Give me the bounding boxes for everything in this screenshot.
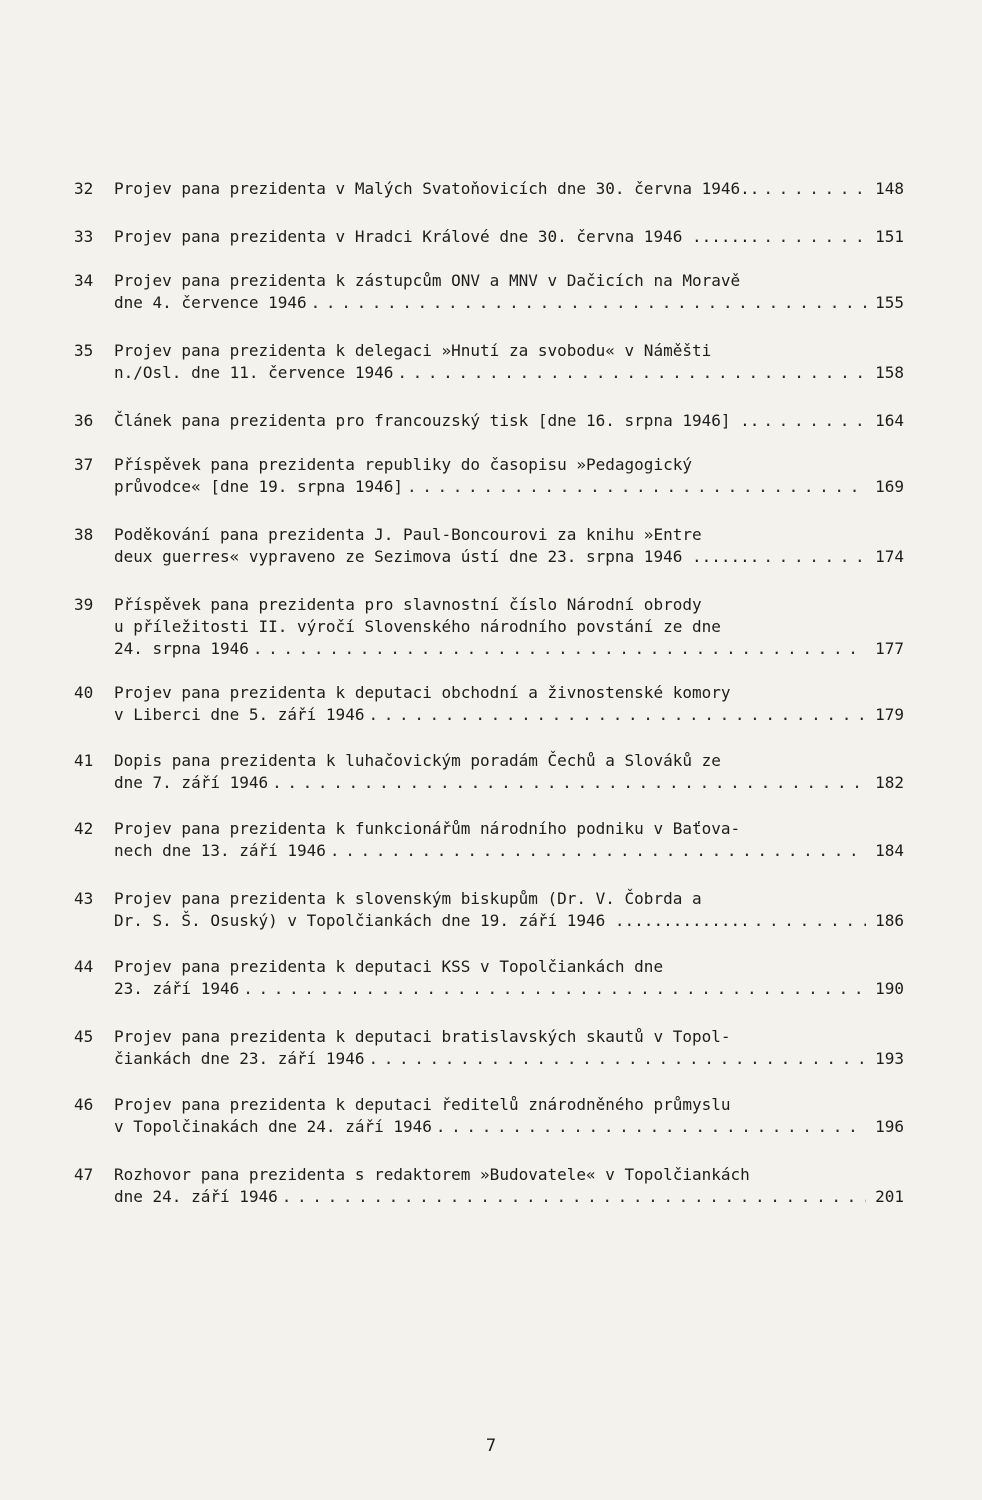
toc-entry: [74, 594, 904, 660]
toc-entry-number: 34: [74, 271, 94, 290]
toc-entry: [74, 956, 904, 1000]
toc-entry-title-line: u příležitosti II. výročí Slovenského národního povstání ze dne: [114, 617, 721, 636]
toc-entry-page: 179: [875, 705, 904, 724]
toc-entry-page: 151: [875, 227, 904, 246]
dot-leader: [368, 1048, 866, 1070]
dot-leader: [754, 910, 866, 932]
toc-entry-page: 186: [875, 911, 904, 930]
toc-entry-title-last-line: Projev pana prezidenta v Malých Svatoňovicích dne 30. června 1946..: [114, 179, 760, 198]
toc-entry-page: 196: [875, 1117, 904, 1136]
toc-entry-title-line: Dopis pana prezidenta k luhačovickým poradám Čechů a Slováků ze: [114, 751, 721, 770]
toc-entry-title-last-line: Projev pana prezidenta v Hradci Králové dne 30. června 1946 .......: [114, 227, 760, 246]
page-number: 7: [485, 1436, 497, 1456]
dot-leader: [763, 546, 866, 568]
toc-entry: [74, 682, 904, 726]
toc-entry-title-line: Projev pana prezidenta k delegaci »Hnutí za svobodu« v Náměšti: [114, 341, 712, 360]
toc-entry-title-last-line: dne 24. září 1946: [114, 1187, 278, 1206]
dot-leader: [763, 410, 866, 432]
toc-entry-number: 37: [74, 455, 94, 474]
toc-entry-title-last-line: dne 4. července 1946: [114, 293, 307, 312]
toc-entry-page: 190: [875, 979, 904, 998]
toc-entry-number: 41: [74, 751, 94, 770]
toc-entry-number: 43: [74, 889, 94, 908]
toc-entry-title-line: Projev pana prezidenta k deputaci KSS v Topolčiankách dne: [114, 957, 664, 976]
toc-entry-title-line: Rozhovor pana prezidenta s redaktorem »Budovatele« v Topolčiankách: [114, 1165, 750, 1184]
dot-leader: [311, 292, 866, 314]
toc-entry-title-line: Projev pana prezidenta k deputaci bratislavských skautů v Topol-: [114, 1027, 731, 1046]
toc-entry-page: 184: [875, 841, 904, 860]
toc-entry-title-last-line: n./Osl. dne 11. července 1946: [114, 363, 394, 382]
toc-entry: [74, 1026, 904, 1070]
dot-leader: [407, 476, 866, 498]
toc-entry: [74, 1164, 904, 1208]
toc-entry-title-line: Projev pana prezidenta k slovenským biskupům (Dr. V. Čobrda a: [114, 889, 702, 908]
dot-leader: [763, 226, 866, 248]
toc-entry-number: 35: [74, 341, 94, 360]
toc-entry-page: 182: [875, 773, 904, 792]
toc-entry-number: 42: [74, 819, 94, 838]
toc-entry: [74, 750, 904, 794]
toc-entry-page: 158: [875, 363, 904, 382]
toc-entry-title-last-line: čiankách dne 23. září 1946: [114, 1049, 365, 1068]
toc-entry-page: 155: [875, 293, 904, 312]
toc-entry-title-last-line: 23. září 1946: [114, 979, 240, 998]
toc-entry-page: 174: [875, 547, 904, 566]
toc-entry-title-line: Projev pana prezidenta k deputaci obchodní a živnostenské komory: [114, 683, 731, 702]
toc-entry-page: 169: [875, 477, 904, 496]
toc-entry-number: 40: [74, 683, 94, 702]
dot-leader: [368, 704, 866, 726]
toc-entry-title-last-line: deux guerres« vypraveno ze Sezimova ústí dne 23. srpna 1946 .......: [114, 547, 760, 566]
dot-leader: [243, 978, 866, 1000]
toc-entry-number: 38: [74, 525, 94, 544]
dot-leader: [436, 1116, 866, 1138]
toc-entry-number: 46: [74, 1095, 94, 1114]
toc-entry-title-line: Projev pana prezidenta k deputaci ředitelů znárodněného průmyslu: [114, 1095, 731, 1114]
toc-entry-title-line: Projev pana prezidenta k zástupcům ONV a MNV v Dačicích na Moravě: [114, 271, 741, 290]
toc-entry: [74, 1094, 904, 1138]
toc-entry-page: 177: [875, 639, 904, 658]
toc-entry: [74, 178, 904, 200]
toc-entry-title-line: Projev pana prezidenta k funkcionářům národního podniku v Baťova-: [114, 819, 741, 838]
toc-entry: [74, 818, 904, 862]
toc-entry: [74, 340, 904, 384]
toc-entry: [74, 524, 904, 568]
toc-entry-page: 148: [875, 179, 904, 198]
dot-leader: [272, 772, 866, 794]
toc-entry: [74, 226, 904, 248]
toc-entry-page: 201: [875, 1187, 904, 1206]
toc-entry-title-last-line: dne 7. září 1946: [114, 773, 269, 792]
toc-entry-number: 45: [74, 1027, 94, 1046]
toc-entry: [74, 410, 904, 432]
toc-entry-number: 33: [74, 227, 94, 246]
dot-leader: [253, 638, 866, 660]
dot-leader: [397, 362, 866, 384]
toc-entry-title-last-line: v Liberci dne 5. září 1946: [114, 705, 365, 724]
toc-entry-title-last-line: 24. srpna 1946: [114, 639, 249, 658]
toc-entry-number: 47: [74, 1165, 94, 1184]
toc-entry-number: 36: [74, 411, 94, 430]
toc-entry: [74, 454, 904, 498]
toc-entry-title-last-line: v Topolčinakách dne 24. září 1946: [114, 1117, 432, 1136]
dot-leader: [763, 178, 866, 200]
toc-entry-title-last-line: Dr. S. Š. Osuský) v Topolčiankách dne 19. září 1946 ..............: [114, 911, 750, 930]
toc-entry-number: 39: [74, 595, 94, 614]
toc-entry-title-last-line: Článek pana prezidenta pro francouzský tisk [dne 16. srpna 1946] ..: [114, 411, 760, 430]
toc-entry-title-last-line: průvodce« [dne 19. srpna 1946]: [114, 477, 403, 496]
toc-entry-page: 164: [875, 411, 904, 430]
toc-entry-page: 193: [875, 1049, 904, 1068]
toc-entry-number: 32: [74, 179, 94, 198]
toc-entry-title-line: Příspěvek pana prezidenta republiky do časopisu »Pedagogický: [114, 455, 692, 474]
dot-leader: [282, 1186, 866, 1208]
toc-entry-number: 44: [74, 957, 94, 976]
toc-entry-title-last-line: nech dne 13. září 1946: [114, 841, 326, 860]
dot-leader: [330, 840, 866, 862]
toc-entry-title-line: Poděkování pana prezidenta J. Paul-Boncourovi za knihu »Entre: [114, 525, 702, 544]
toc-entry: [74, 270, 904, 314]
toc-entry-title-line: Příspěvek pana prezidenta pro slavnostní číslo Národní obrody: [114, 595, 702, 614]
toc-entry: [74, 888, 904, 932]
